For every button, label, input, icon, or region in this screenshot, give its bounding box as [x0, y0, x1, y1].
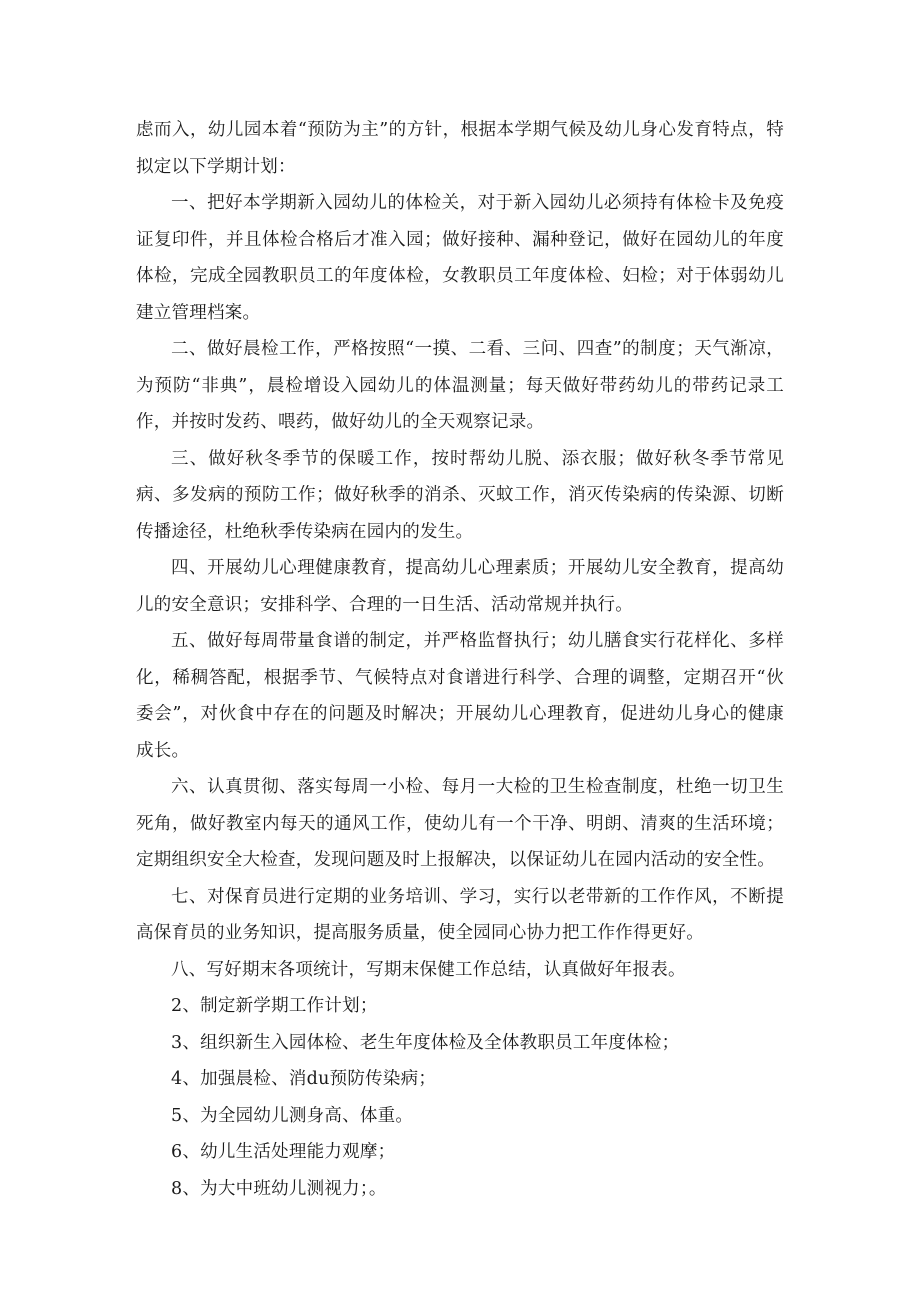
paragraph-item-8: 八、写好期末各项统计，写期末保健工作总结，认真做好年报表。: [171, 959, 686, 980]
paragraph-item-7: 七、对保育员进行定期的业务培训、学习，实行以老带新的工作作风，不断提高保育员的业务知识，提高服务质量，使全园同心协力把工作作得更好。: [136, 886, 784, 943]
paragraph-item-2: 二、做好晨检工作，严格按照“一摸、二看、三问、四查”的制度；天气渐凉，为预防“非典”，晨检增设入园幼儿的体温测量；每天做好带药幼儿的带药记录工作，并按时发药、喂药，做好幼儿的全天观察记录。: [136, 339, 784, 432]
intro-paragraph: 虑而入，幼儿园本着“预防为主”的方针，根据本学期气候及幼儿身心发育特点，特拟定以下学期计划：: [136, 120, 784, 177]
paragraph-item-1: 一、把好本学期新入园幼儿的体检关，对于新入园幼儿必须持有体检卡及免疫证复印件，并且体检合格后才准入园；做好接种、漏种登记，做好在园幼儿的年度体检，完成全园教职员工的年度体检，女教职员工年度体检、妇检；对于体弱幼儿建立管理档案。: [136, 193, 784, 323]
document-body: [136, 112, 784, 1207]
list-item: 5、为全园幼儿测身高、体重。: [171, 1105, 414, 1126]
list-item: 8、为大中班幼儿测视力；。: [171, 1178, 387, 1199]
list-item: 4、加强晨检、消du预防传染病；: [171, 1069, 437, 1089]
list-item: 6、幼儿生活处理能力观摩；: [171, 1142, 396, 1162]
paragraph-item-3: 三、做好秋冬季节的保暖工作，按时帮幼儿脱、添衣服；做好秋冬季节常见病、多发病的预防工作；做好秋季的消杀、灭蚊工作，消灭传染病的传染源、切断传播途径，杜绝秋季传染病在园内的发生。: [136, 448, 784, 542]
list-item: 3、组织新生入园体检、老生年度体检及全体教职员工年度体检；: [171, 1032, 680, 1053]
paragraph-item-5: 五、做好每周带量食谱的制定，并严格监督执行；幼儿膳食实行花样化、多样化，稀稠答配，根据季节、气候特点对食谱进行科学、合理的调整，定期召开“伙委会”，对伙食中存在的问题及时解决；开展幼儿心理教育，促进幼儿身心的健康成长。: [136, 631, 784, 761]
list-item: 2、制定新学期工作计划；: [171, 996, 378, 1016]
paragraph-item-4: 四、开展幼儿心理健康教育，提高幼儿心理素质；开展幼儿安全教育，提高幼儿的安全意识；安排科学、合理的一日生活、活动常规并执行。: [136, 558, 784, 615]
paragraph-item-6: 六、认真贯彻、落实每周一小检、每月一大检的卫生检查制度，杜绝一切卫生死角，做好教室内每天的通风工作，使幼儿有一个干净、明朗、清爽的生活环境；定期组织安全大检查，发现问题及时上报解决，以保证幼儿在园内活动的安全性。: [136, 777, 784, 870]
